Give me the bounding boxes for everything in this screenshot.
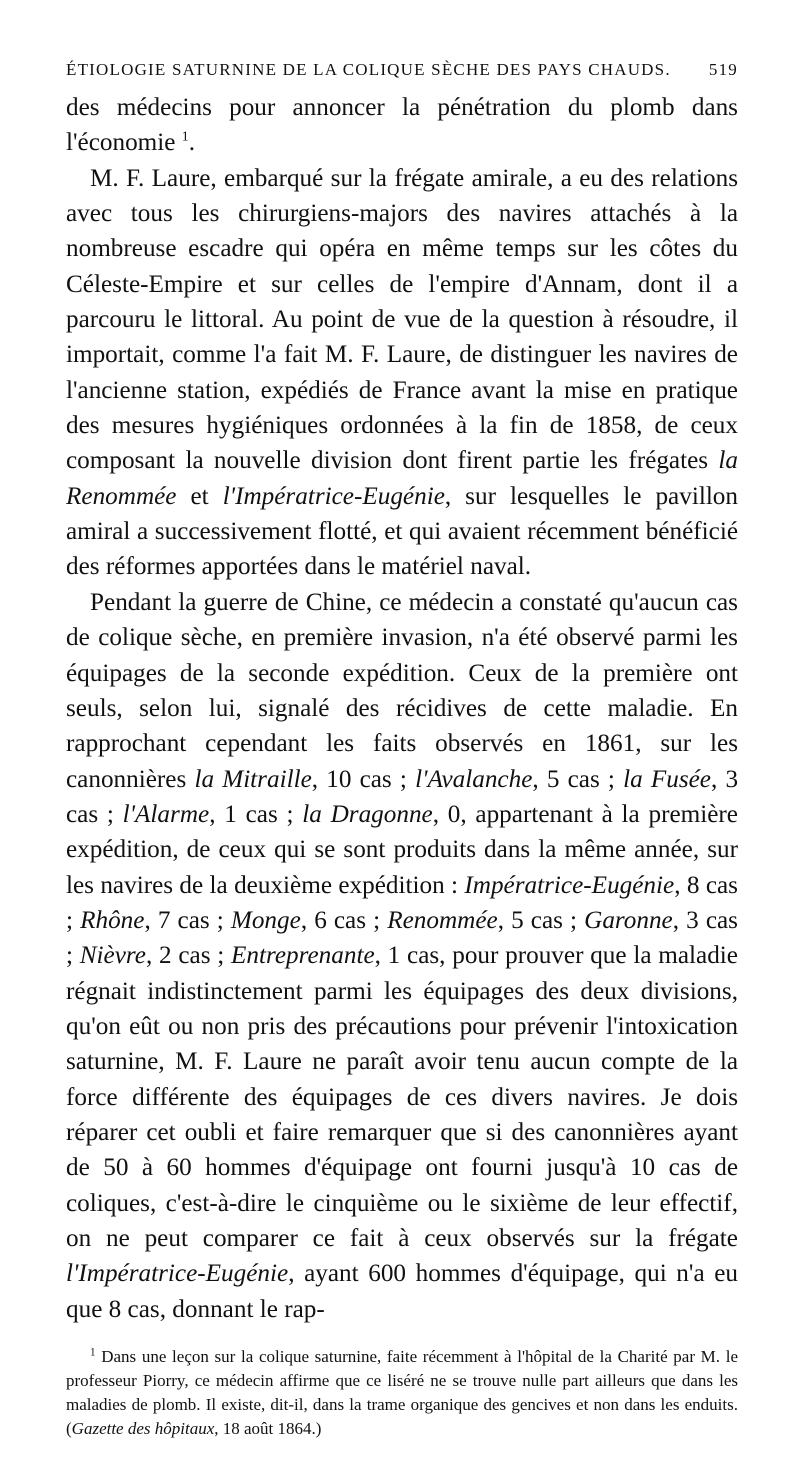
running-head-title: ÉTIOLOGIE SATURNINE DE LA COLIQUE SÈCHE DES PAYS CHAUDS.: [66, 60, 671, 79]
paragraph-2: [66, 161, 738, 585]
p3-text-6: , 0, appartenant à la première expédition, de ceux qui se sont produits dans la même année, sur les navires de la deuxième expédition :: [66, 800, 738, 899]
p2-text-1: M. F. Laure, embarqué sur la frégate amirale, a eu des relations avec tous les chirurgiens-majors des navires attachés à la nombreuse escadre qui opéra en même temps sur les côtes du Céleste-Empire et sur celles de l'empire d'Annam, dont il a parcouru le littoral. Au point de vue de la question à résoudre, il importait, comme l'a fait M. F. Laure, de distinguer les navires de l'ancienne station, expédiés de France avant la mise en pratique des mesures hygiéniques ordonnées à la fin de 1858, de ceux composant la nouvelle division dont firent partie les frégates: [66, 164, 738, 475]
ship-name: l'Impératrice-Eugénie: [66, 1260, 289, 1288]
footnote-text-2: , 18 août 1864.): [214, 1419, 322, 1439]
p3-text-5: , 1 cas ;: [209, 800, 294, 828]
p3-text-2: , 10 cas ;: [311, 765, 407, 793]
ship-name: l'Impératrice-Eugénie: [222, 482, 445, 510]
p1-text: des médecins pour annoncer la pénétration du plomb dans l'économie: [66, 94, 738, 157]
p3-text-4: , 3 cas ;: [66, 765, 739, 828]
p1-end: .: [188, 129, 195, 157]
page: [66, 60, 738, 1441]
p2-text-2: et: [190, 482, 209, 510]
ship-name: Rhône: [80, 906, 145, 934]
ship-name: l'Alarme: [122, 800, 210, 828]
ship-name: Entreprenante: [231, 942, 375, 970]
p2-text-3: , sur lesquelles le pavillon amiral a successivement flotté, et qui avaient récemment bénéficié des réformes apportées dans le matériel naval.: [66, 482, 738, 581]
footnote-number-text: 1: [90, 1346, 96, 1359]
footnote-ref: 1: [181, 128, 189, 144]
ship-name: la Renommée: [66, 447, 738, 510]
footnote-text-1: Dans une leçon sur la colique saturnine, faite récemment à l'hôpital de la Charité par M. le professeur Piorry, ce médecin affirme que ce liséré ne se trouve nulle part ailleurs que dans les maladies de plomb. Il existe, dit-il, dans la trame organique des gencives et non dans les enduits. (: [66, 1347, 738, 1439]
p3-text-3: , 5 cas ;: [532, 765, 615, 793]
page-number: 519: [708, 60, 738, 79]
journal-title: Gazette des hôpitaux: [71, 1419, 215, 1439]
p3-text-8: , 7 cas ;: [144, 906, 224, 934]
paragraph-3: [66, 585, 738, 1327]
ship-name: la Fusée: [623, 765, 711, 793]
ship-name: Impératrice-Eugénie: [464, 871, 675, 899]
footnote: [66, 1345, 738, 1441]
ship-name: la Mitraille: [194, 765, 312, 793]
p3-text-14: , ayant 600 hommes d'équipage, qui n'a eu que 8 cas, donnant le rap-: [66, 1260, 738, 1323]
ship-name: Garonne: [584, 906, 673, 934]
p3-text-12: , 2 cas ;: [145, 942, 225, 970]
ship-name: Renommée: [387, 906, 498, 934]
p3-text-10: , 5 cas ;: [497, 906, 578, 934]
running-head: [66, 60, 738, 80]
p3-text-1: Pendant la guerre de Chine, ce médecin a constaté qu'aucun cas de colique sèche, en première invasion, n'a été observé parmi les équipages de la seconde expédition. Ceux de la première ont seuls, selon lui, signalé des récidives de cette maladie. En rapprochant cependant les faits observés en 1861, sur les canonnières: [66, 588, 738, 793]
ship-name: Monge: [230, 906, 301, 934]
ship-name: l'Avalanche: [415, 765, 533, 793]
ship-name: Nièvre: [79, 942, 146, 970]
body-text: [66, 90, 738, 1327]
p3-text-13: , 1 cas, pour prouver que la maladie régnait indistinctement parmi les équipages des deux divisions, qu'on eût ou non pris des précautions pour prévenir l'intoxication saturnine, M. F. Laure ne paraît avoir tenu aucun compte de la force différente des équipages de ces divers navires. Je dois réparer cet oubli et faire remarquer que si des canonnières ayant de 50 à 60 hommes d'équipage ont fourni jusqu'à 10 cas de coliques, c'est-à-dire le cinquième ou le sixième de leur effectif, on ne peut comparer ce fait à ceux observés sur la frégate: [66, 942, 738, 1252]
footnote-number: [90, 1347, 96, 1366]
p3-text-11: , 3 cas ;: [66, 906, 738, 970]
ship-name: la Dragonne: [302, 800, 433, 828]
paragraph-1: [66, 90, 738, 161]
p3-text-7: , 8 cas ;: [66, 871, 738, 934]
p3-text-9: , 6 cas ;: [300, 906, 381, 934]
